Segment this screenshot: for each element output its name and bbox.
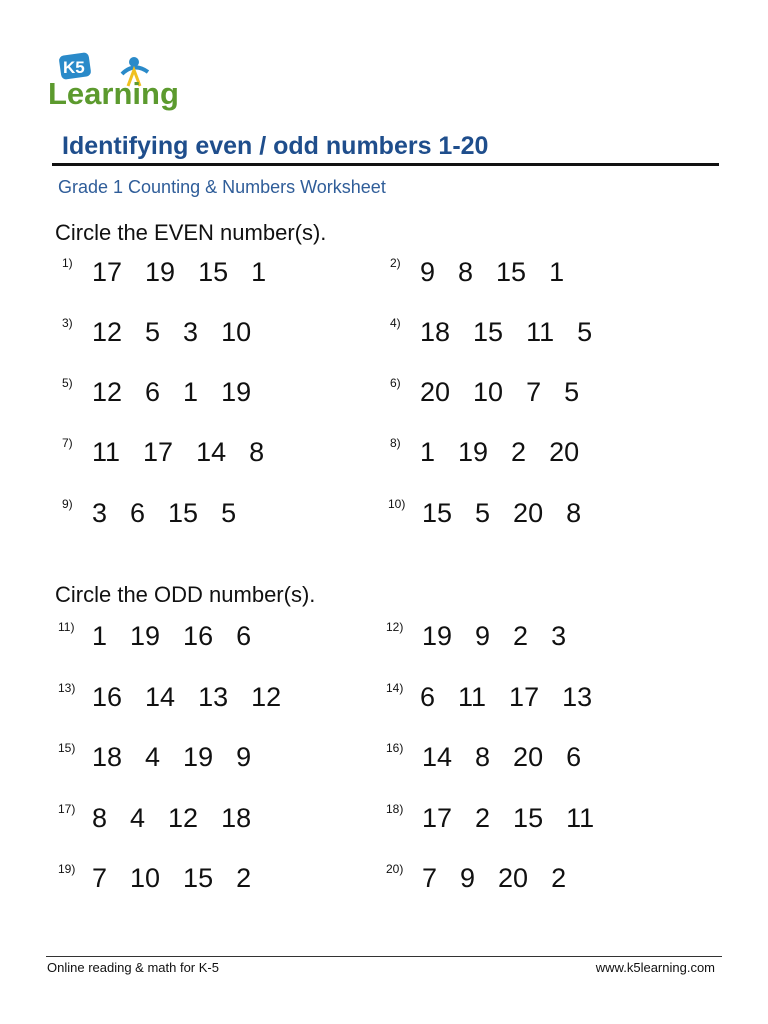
odd-instruction: Circle the ODD number(s). — [55, 582, 316, 607]
footer-url[interactable]: www.k5learning.com — [595, 960, 715, 975]
problem-numbers[interactable]: 1 19 16 6 — [92, 621, 252, 651]
k5-learning-logo — [48, 52, 188, 114]
problem-numbers[interactable]: 19 9 2 3 — [422, 621, 567, 651]
problem-numbers[interactable]: 8 4 12 18 — [92, 803, 252, 833]
problem-number: 20) — [386, 862, 404, 876]
problem-number: 15) — [58, 741, 76, 755]
problem-numbers[interactable]: 12 6 1 19 — [92, 377, 252, 407]
problem-numbers[interactable]: 16 14 13 12 — [92, 682, 282, 712]
problem-number: 19) — [58, 862, 76, 876]
problem-number: 2) — [390, 256, 401, 270]
page-subtitle: Grade 1 Counting & Numbers Worksheet — [58, 177, 386, 197]
problem-number: 7) — [62, 436, 73, 450]
problem-numbers[interactable]: 11 17 14 8 — [92, 437, 265, 467]
problem-number: 17) — [58, 802, 76, 816]
problem-number: 10) — [388, 497, 406, 511]
problem-numbers[interactable]: 18 15 11 5 — [420, 317, 593, 347]
problem-numbers[interactable]: 17 19 15 1 — [92, 257, 267, 287]
problem-numbers[interactable]: 7 9 20 2 — [422, 863, 567, 893]
problem-number: 5) — [62, 376, 73, 390]
problem-number: 3) — [62, 316, 73, 330]
logo-wordmark: Learning — [48, 76, 179, 111]
problem-numbers[interactable]: 17 2 15 11 — [422, 803, 595, 833]
problem-number: 12) — [386, 620, 404, 634]
problem-number: 8) — [390, 436, 401, 450]
problem-number: 14) — [386, 681, 404, 695]
problem-number: 1) — [62, 256, 73, 270]
problem-number: 18) — [386, 802, 404, 816]
problem-numbers[interactable]: 20 10 7 5 — [420, 377, 580, 407]
problem-number: 16) — [386, 741, 404, 755]
page-title: Identifying even / odd numbers 1-20 — [62, 132, 489, 160]
problem-numbers[interactable]: 18 4 19 9 — [92, 742, 252, 772]
footer-divider — [46, 956, 722, 957]
problem-number: 13) — [58, 681, 76, 695]
problem-numbers[interactable]: 14 8 20 6 — [422, 742, 582, 772]
problem-numbers[interactable]: 7 10 15 2 — [92, 863, 252, 893]
footer-tagline: Online reading & math for K-5 — [47, 960, 219, 975]
problem-numbers[interactable]: 9 8 15 1 — [420, 257, 565, 287]
problem-numbers[interactable]: 1 19 2 20 — [420, 437, 580, 467]
title-divider — [52, 163, 719, 166]
problem-number: 9) — [62, 497, 73, 511]
problem-numbers[interactable]: 12 5 3 10 — [92, 317, 252, 347]
problem-number: 11) — [58, 620, 75, 634]
logo-badge-text: K5 — [63, 58, 85, 77]
problem-number: 4) — [390, 316, 401, 330]
problem-numbers[interactable]: 15 5 20 8 — [422, 498, 582, 528]
problem-numbers[interactable]: 6 11 17 13 — [420, 682, 593, 712]
problem-numbers[interactable]: 3 6 15 5 — [92, 498, 237, 528]
problem-number: 6) — [390, 376, 401, 390]
even-instruction: Circle the EVEN number(s). — [55, 220, 327, 245]
